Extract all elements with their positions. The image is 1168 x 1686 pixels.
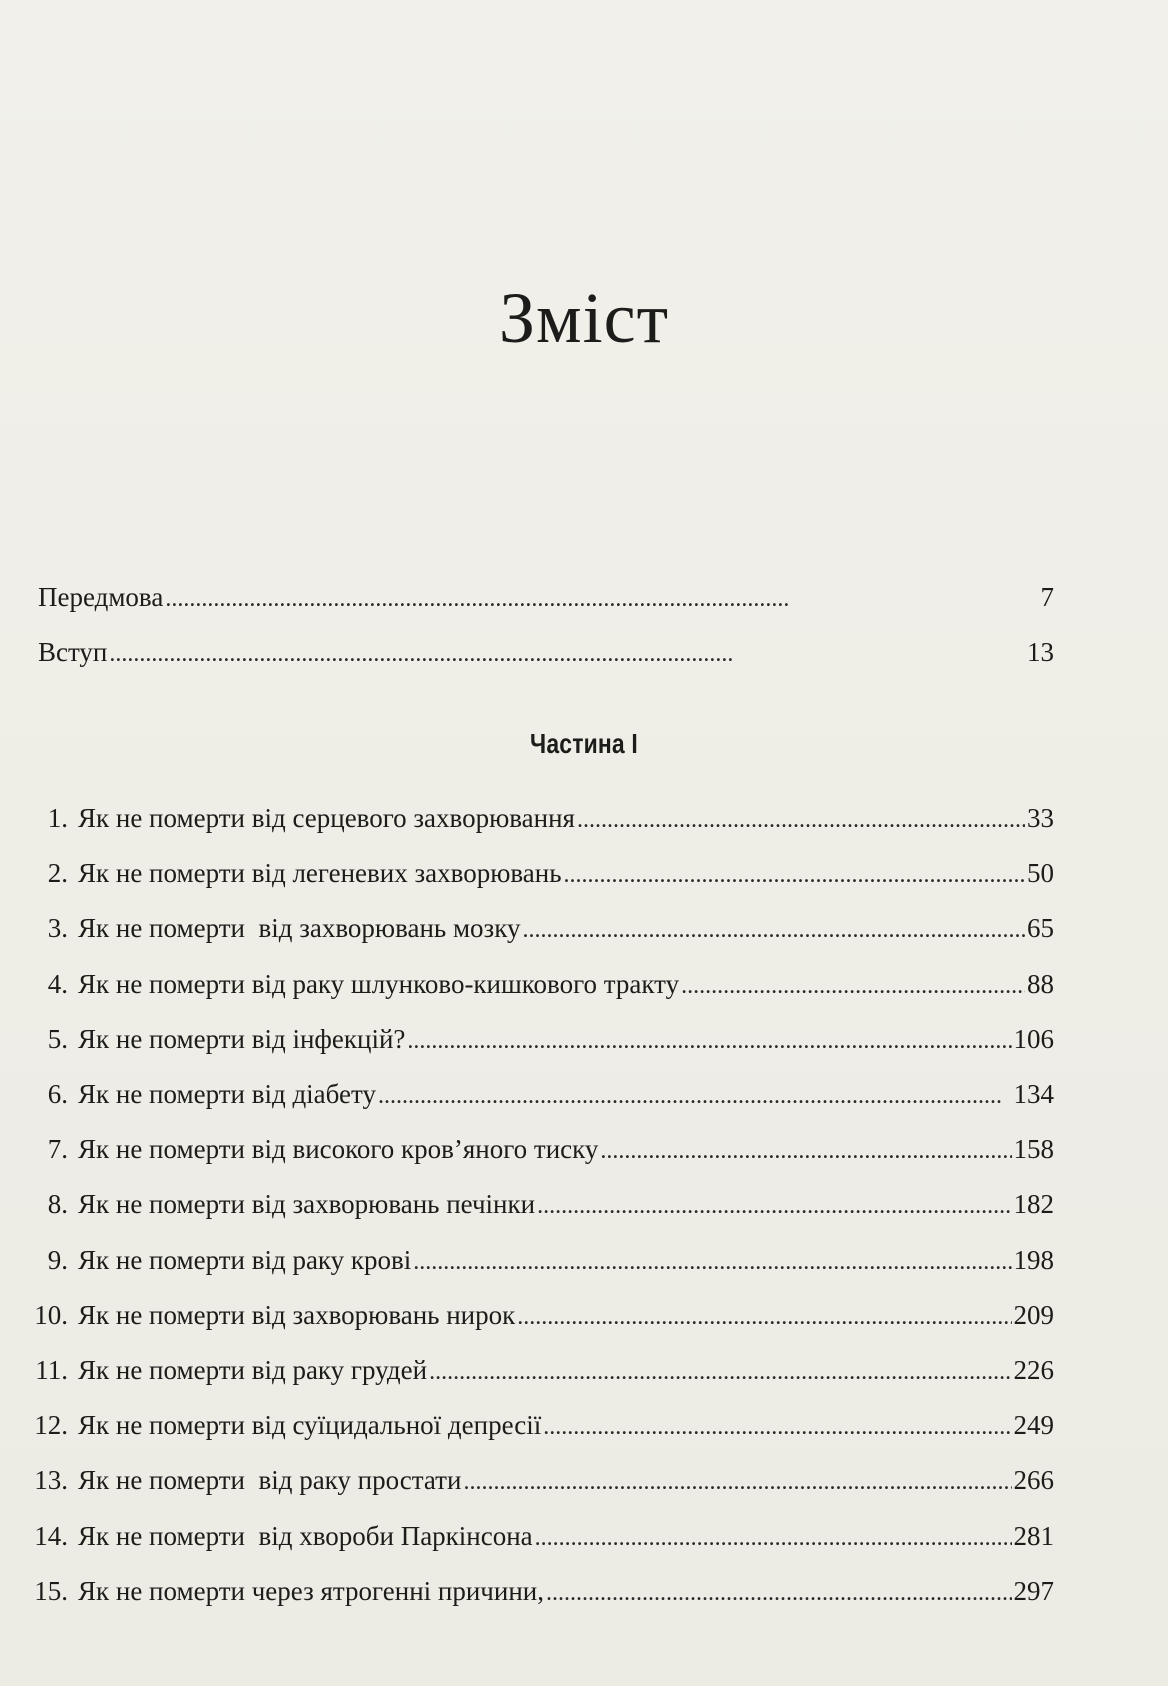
dot-leader xyxy=(109,637,1025,671)
chapter-number: 10. xyxy=(34,1300,68,1330)
chapter-page-number: 209 xyxy=(1013,1300,1054,1330)
toc-entry-page: 7 xyxy=(1040,582,1054,612)
toc-entry-chapter xyxy=(30,1187,1054,1223)
dot-leader xyxy=(463,1465,1011,1499)
chapter-number: 9. xyxy=(47,1245,68,1275)
toc-entry-chapter xyxy=(30,1463,1054,1499)
dot-leader xyxy=(543,1410,1011,1444)
chapter-title: Як не померти від раку крові xyxy=(78,1245,412,1275)
chapter-number: 7. xyxy=(47,1134,68,1164)
dot-leader xyxy=(546,1576,1012,1610)
chapter-title: Як не померти від раку грудей xyxy=(78,1355,428,1385)
chapter-page-number: 134 xyxy=(1013,1079,1054,1109)
chapter-number: 4. xyxy=(47,969,68,999)
toc-entry-chapter xyxy=(30,1519,1054,1555)
chapter-number: 15. xyxy=(34,1576,68,1606)
chapter-number: 1. xyxy=(47,803,68,833)
chapter-page-number: 226 xyxy=(1013,1355,1054,1385)
chapter-number: 5. xyxy=(47,1024,68,1054)
chapter-page-number: 158 xyxy=(1013,1134,1054,1164)
toc-entry-preface xyxy=(38,580,1054,616)
chapter-number: 2. xyxy=(47,858,68,888)
chapter-title: Як не померти від інфекцій? xyxy=(78,1024,406,1054)
toc-entry-chapter xyxy=(30,1132,1054,1168)
chapter-title: Як не померти від легеневих захворювань xyxy=(78,858,562,888)
chapter-title: Як не померти від хвороби Паркінсона xyxy=(78,1521,533,1551)
chapter-page-number: 297 xyxy=(1013,1576,1054,1606)
toc-entry-chapter xyxy=(30,801,1054,837)
chapter-page-number: 198 xyxy=(1013,1245,1054,1275)
toc-entry-introduction xyxy=(38,635,1054,671)
dot-leader xyxy=(535,1521,1012,1555)
chapter-title: Як не померти від суїцидальної депресії xyxy=(78,1410,542,1440)
toc-entry-chapter xyxy=(30,967,1054,1003)
page-title: Зміст xyxy=(498,278,670,358)
chapter-page-number: 249 xyxy=(1013,1410,1054,1440)
toc-entry-label: Вступ xyxy=(38,637,108,667)
dot-leader xyxy=(522,913,1025,947)
dot-leader xyxy=(537,1189,1011,1223)
chapter-page-number: 65 xyxy=(1027,913,1054,943)
chapter-title: Як не померти через ятрогенні причини, xyxy=(78,1576,544,1606)
dot-leader xyxy=(378,1079,1012,1113)
chapter-number: 12. xyxy=(34,1410,68,1440)
chapter-page-number: 106 xyxy=(1013,1024,1054,1054)
chapter-page-number: 50 xyxy=(1027,858,1054,888)
chapter-number: 11. xyxy=(35,1355,68,1385)
chapter-title: Як не померти від високого кров’яного тиску xyxy=(78,1134,599,1164)
dot-leader xyxy=(429,1355,1011,1389)
dot-leader xyxy=(517,1300,1011,1334)
chapter-title: Як не померти від захворювань мозку xyxy=(78,913,521,943)
chapter-page-number: 266 xyxy=(1013,1465,1054,1495)
dot-leader xyxy=(564,858,1025,892)
toc-entry-page: 13 xyxy=(1027,637,1054,667)
chapter-number: 8. xyxy=(47,1189,68,1219)
dot-leader xyxy=(413,1245,1011,1279)
toc-entry-chapter xyxy=(30,1408,1054,1444)
chapter-number: 3. xyxy=(47,913,68,943)
chapter-number: 13. xyxy=(34,1465,68,1495)
toc-entry-label: Передмова xyxy=(38,582,164,612)
toc-entry-chapter xyxy=(30,1574,1054,1610)
chapter-page-number: 182 xyxy=(1013,1189,1054,1219)
toc-entry-chapter xyxy=(30,1298,1054,1334)
dot-leader xyxy=(681,969,1025,1003)
chapter-title: Як не померти від серцевого захворювання xyxy=(78,803,575,833)
dot-leader xyxy=(577,803,1025,837)
part-heading: Частина І xyxy=(530,728,638,759)
chapter-title: Як не померти від захворювань печінки xyxy=(78,1189,536,1219)
chapter-title: Як не померти від захворювань нирок xyxy=(78,1300,516,1330)
toc-entry-chapter xyxy=(30,1243,1054,1279)
chapter-number: 6. xyxy=(47,1079,68,1109)
chapter-title: Як не померти від раку шлунково-кишкового тракту xyxy=(78,969,680,999)
toc-entry-chapter xyxy=(30,911,1054,947)
toc-entry-chapter xyxy=(30,1077,1054,1113)
chapter-page-number: 33 xyxy=(1027,803,1054,833)
chapter-page-number: 88 xyxy=(1027,969,1054,999)
dot-leader xyxy=(165,582,1038,616)
dot-leader xyxy=(600,1134,1011,1168)
dot-leader xyxy=(407,1024,1011,1058)
toc-entry-chapter xyxy=(30,856,1054,892)
toc-entry-chapter xyxy=(30,1022,1054,1058)
chapter-number: 14. xyxy=(34,1521,68,1551)
chapter-page-number: 281 xyxy=(1013,1521,1054,1551)
chapter-title: Як не померти від раку простати xyxy=(78,1465,462,1495)
toc-entry-chapter xyxy=(30,1353,1054,1389)
chapter-title: Як не померти від діабету xyxy=(78,1079,376,1109)
